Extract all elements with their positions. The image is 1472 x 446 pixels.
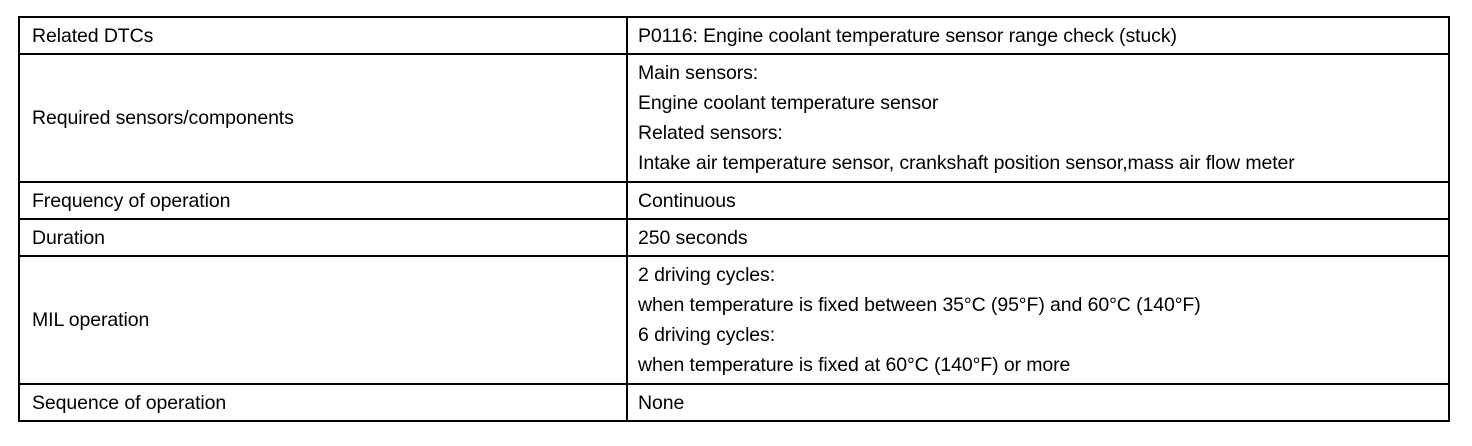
row-label: Related DTCs [19, 17, 627, 54]
value-line: Related sensors: [638, 122, 783, 144]
value-line: 6 driving cycles: [638, 324, 776, 346]
value-line: when temperature is fixed at 60°C (140°F) or more [638, 354, 1071, 376]
monitor-spec-table [18, 16, 1450, 422]
value-line: Engine coolant temperature sensor [638, 92, 939, 114]
value-line: P0116: Engine coolant temperature sensor range check (stuck) [638, 24, 1177, 47]
value-line: when temperature is fixed between 35°C (95°F) and 60°C (140°F) [638, 294, 1201, 316]
row-value [627, 54, 1449, 182]
row-label: MIL operation [19, 256, 627, 384]
row-value [627, 219, 1449, 256]
value-line: 2 driving cycles: [638, 264, 776, 286]
table-row-related-dtcs [19, 17, 1449, 54]
row-label: Frequency of operation [19, 182, 627, 219]
table-row-required-sensors [19, 54, 1449, 182]
row-label: Sequence of operation [19, 384, 627, 421]
table-row-mil-operation [19, 256, 1449, 384]
row-value [627, 256, 1449, 384]
value-line: Main sensors: [638, 62, 759, 84]
value-line: 250 seconds [638, 226, 748, 249]
table-row-duration [19, 219, 1449, 256]
value-line: Continuous [638, 189, 736, 212]
value-line: None [638, 391, 685, 414]
row-value [627, 182, 1449, 219]
row-value [627, 17, 1449, 54]
value-line: Intake air temperature sensor, crankshaft position sensor,mass air flow meter [638, 152, 1295, 174]
table-row-frequency [19, 182, 1449, 219]
table-row-sequence [19, 384, 1449, 421]
row-value [627, 384, 1449, 421]
row-label: Required sensors/components [19, 54, 627, 182]
row-label: Duration [19, 219, 627, 256]
